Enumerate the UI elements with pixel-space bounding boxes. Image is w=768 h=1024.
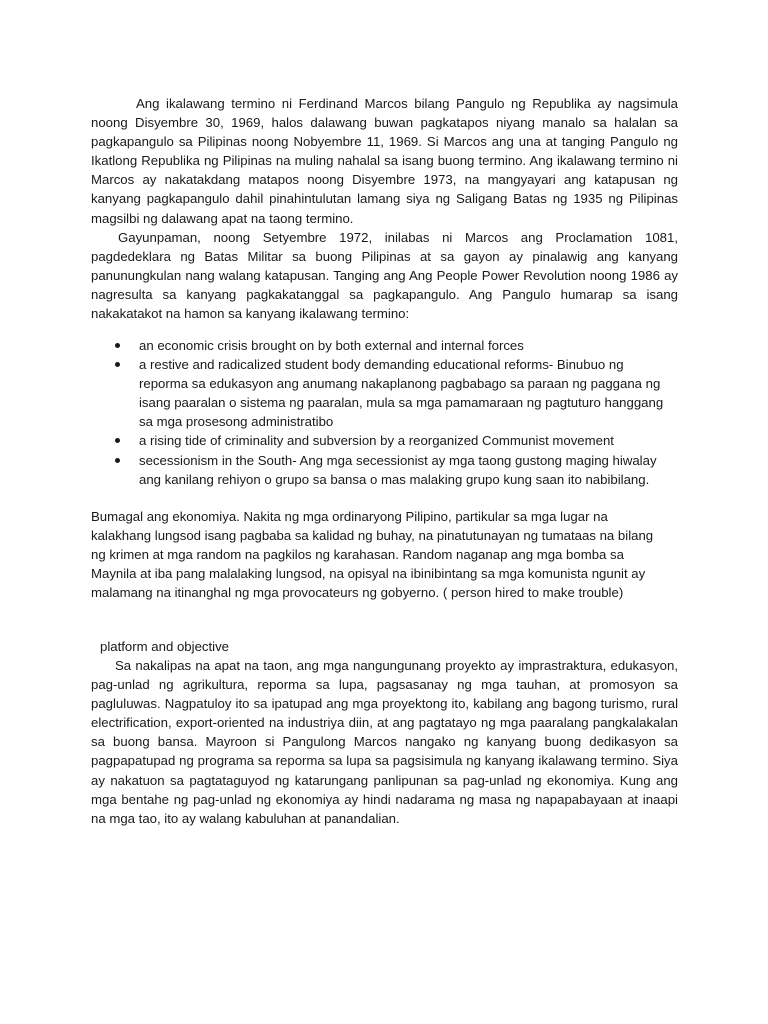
list-item: [112, 336, 672, 355]
list-item: [112, 431, 672, 450]
paragraph-platform-text: Sa nakalipas na apat na taon, ang mga nangungunang proyekto ay imprastraktura, edukasyon, pag-unlad ng agrikultura, reporma sa lupa, pagsasanay ng mga tauhan, at promosyon sa pagluluwas. Nagpatuloy ito sa ipatupad ang mga proyektong ito, kabilang ang bagong turismo, rural electrification, export-oriented na industriya diin, at ang pagtatayo ng mga paaralang pangkalakalan sa buong bansa. Mayroon si Pangulong Marcos nangako ng kanyang buong dedikasyon sa pagpapatupad ng programa sa reporma sa lupa sa pagsisimula ng kanyang ikalawang termino. Siya ay nakatuon sa pagtataguyod ng katarungang panlipunan sa pag-unlad ng ekonomiya. Kung ang mga bentahe ng pag-unlad ng ekonomiya ay hindi nadarama ng masa ng napapabayaan at inaapi na mga tao, ito ay walang kabuluhan at panandalian.: [91, 658, 678, 826]
list-item: [112, 355, 672, 431]
list-item-text: secessionism in the South- Ang mga secessionist ay mga taong gustong maging hiwalay ang kanilang rehiyon o grupo sa bansa o mas malaking grupo kung saan ito nabibilang.: [139, 452, 657, 487]
bullet-icon: [115, 438, 120, 443]
list-item-text: a restive and radicalized student body demanding educational reforms- Binubuo ng reporma sa edukasyon ang anumang nakaplanong pagbabago sa paraan ng paggana ng isang paaralan o sistema ng paaralan, mula sa mga pamamaraan ng pagtuturo hanggang sa mga prosesong administratibo: [139, 357, 664, 430]
list-item-text: an economic crisis brought on by both external and internal forces: [139, 338, 524, 353]
bullet-icon: [115, 343, 120, 348]
paragraph-platform: [91, 656, 678, 828]
list-item-text: a rising tide of criminality and subversion by a reorganized Communist movement: [139, 433, 614, 449]
bullet-icon: [115, 458, 120, 463]
bullet-icon: [115, 362, 120, 367]
list-item: [112, 451, 672, 489]
paragraph-economy-text: Bumagal ang ekonomiya. Nakita ng mga ordinaryong Pilipino, partikular sa mga lugar na kalakhang lungsod isang pagbaba sa kalidad ng buhay, na pinatutunayan ng tumataas na bilang ng krimen at mga random na pagkilos ng karahasan. Random naganap ang mga bomba sa Maynila at iba pang malalaking lungsod, na opisyal na ibinibintang sa mga komunista ngunit ay malamang na itinanghal ng mga provocateurs ng gobyerno. ( person hired to make trouble): [91, 509, 654, 601]
intro-section: [91, 94, 678, 323]
paragraph-second-term: Ang ikalawang termino ni Ferdinand Marcos bilang Pangulo ng Republika ay nagsimula noong Disyembre 30, 1969, halos dalawang buwan pagkatapos niyang manalo sa halalan sa pagkapangulo sa Pilipinas noong Nobyembre 11, 1969. Si Marcos ang una at tanging Pangulo ng Ikatlong Republika ng Pilipinas na muling nahalal sa isang buong termino. Ang ikalawang termino ni Marcos ay nakatakdang matapos noong Disyembre 1973, na mangyayari ang katapusan ng kanyang pagkapangulo dahil pinahintulutan lamang siya ng Saligang Batas ng 1935 ng Pilipinas magsilbi ng dalawang apat na taong termino.: [91, 96, 678, 226]
paragraph-martial-law: Gayunpaman, noong Setyembre 1972, inilabas ni Marcos ang Proclamation 1081, pagdedeklara ng Batas Militar sa buong Pilipinas at sa gayon ay pinalawig ang kanyang panunungkulan nang walang katapusan. Tanging ang Ang People Power Revolution noong 1986 ay nagresulta sa kanyang pagkakatanggal sa pagkapangulo. Ang Pangulo humarap sa isang nakakatakot na hamon sa kanyang ikalawang termino:: [91, 229, 678, 322]
challenges-list: [112, 336, 672, 489]
section-heading: platform and objective: [100, 639, 230, 654]
paragraph-economy: [91, 507, 671, 602]
